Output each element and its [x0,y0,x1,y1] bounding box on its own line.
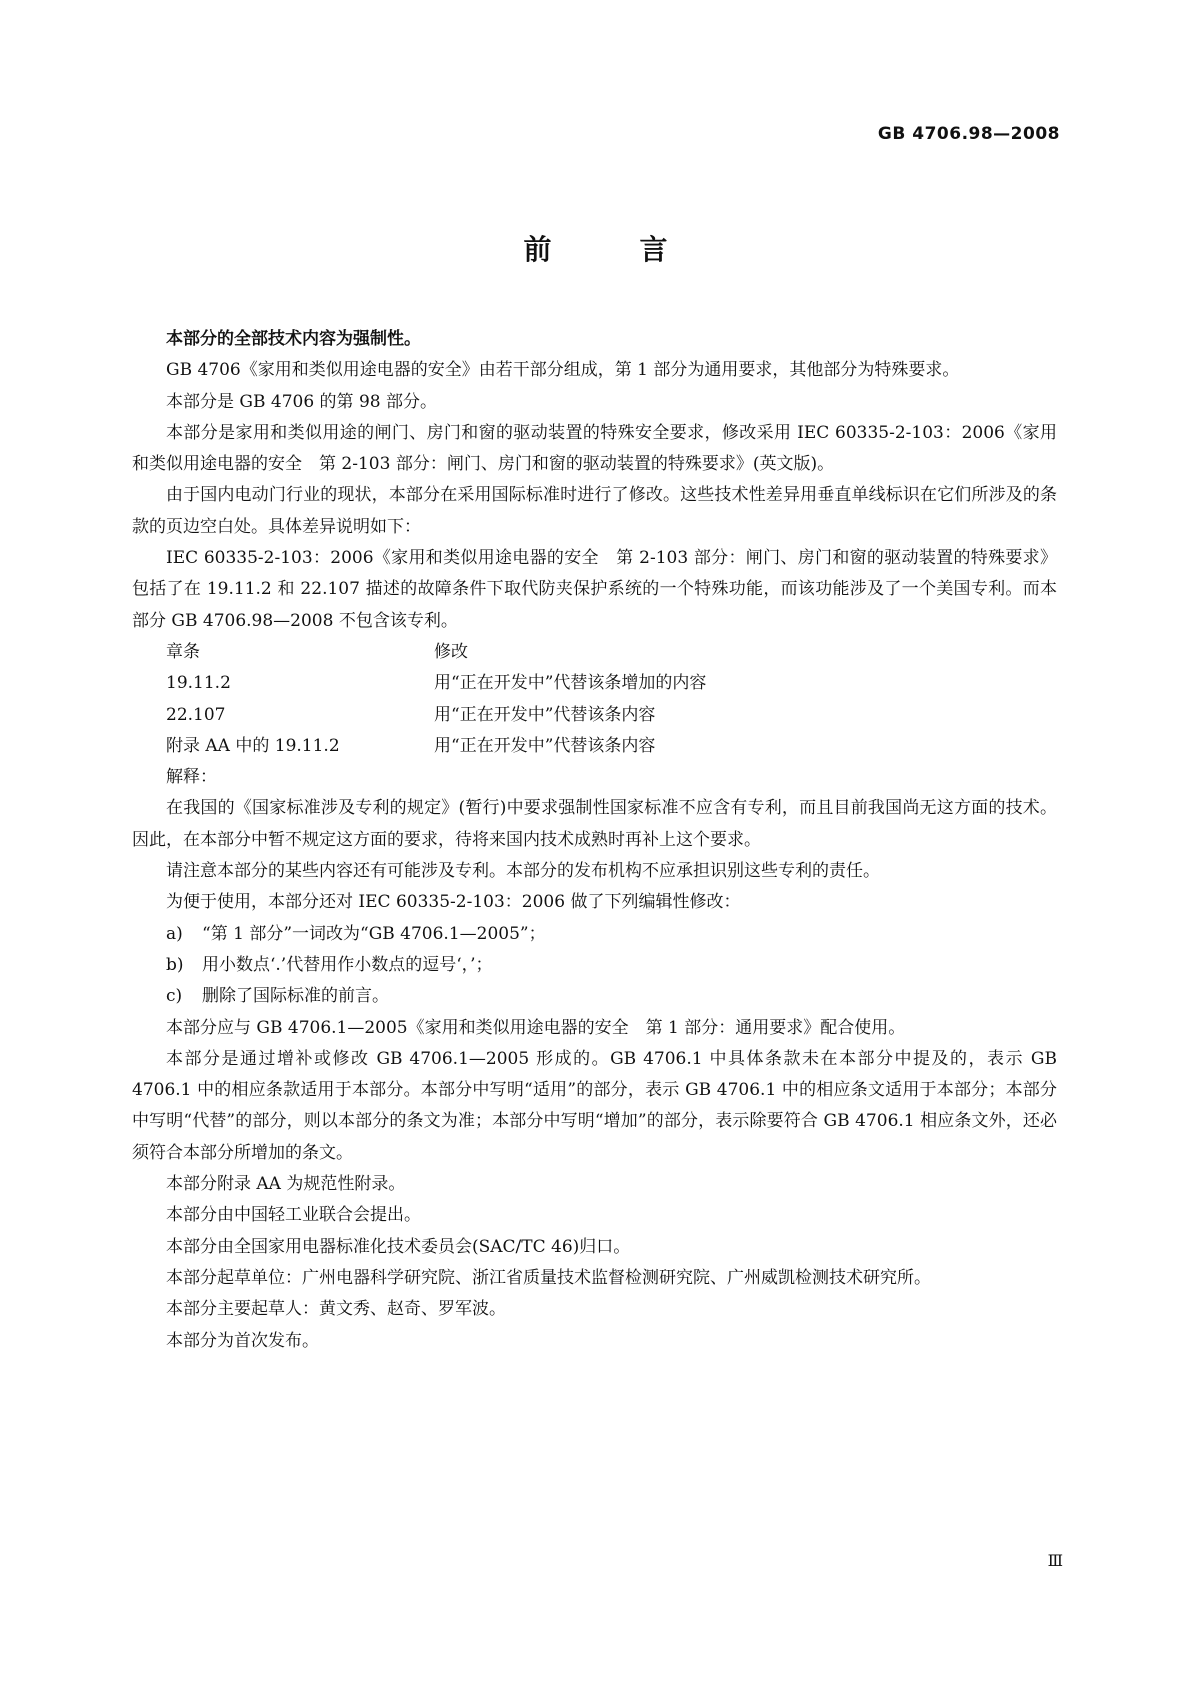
list-marker: c) [166,986,183,1007]
table-cell: 19.11.2 [166,673,231,694]
list-marker: a) [166,923,183,944]
paragraph: 本部分是通过增补或修改 GB 4706.1—2005 形成的。GB 4706.1 中具体条款未在本部分中提及的，表示 GB 4706.1 中的相应条款适用于本部分。本部分中写明“适用”的部分，表示 GB 4706.1 中的相应条文适用于本部分；本部分中写明“代替”的部分，则以本部分的条文为准；本部分中写明“增加”的部分，表示除要符合 GB 4706.1 相应条文外，还必须符合本部分所增加的条文。 [132,1048,1057,1163]
paragraph: 请注意本部分的某些内容还有可能涉及专利。本部分的发布机构不应承担识别这些专利的责任。 [166,861,880,882]
table-row [132,668,1057,699]
column-header-change: 修改 [434,641,468,662]
mandatory-statement: 本部分的全部技术内容为强制性。 [166,329,421,349]
paragraph: 本部分应与 GB 4706.1—2005《家用和类似用途电器的安全 第 1 部分：通用要求》配合使用。 [166,1017,906,1038]
list-text: 删除了国际标准的前言。 [202,986,389,1007]
list-text: 用小数点‘.’代替用作小数点的逗号‘，’； [202,954,493,975]
paragraph: 本部分为首次发布。 [166,1330,319,1351]
list-item [132,981,1057,1012]
table-row [132,700,1057,731]
document-code: GB 4706.98—2008 [877,124,1060,144]
paragraph: 本部分起草单位：广州电器科学研究院、浙江省质量技术监督检测研究院、广州威凯检测技术研究所。 [166,1267,931,1288]
paragraph: 本部分附录 AA 为规范性附录。 [166,1174,406,1195]
title-char: 言 [639,233,668,266]
list-marker: b) [166,954,184,975]
paragraph: GB 4706《家用和类似用途电器的安全》由若干部分组成，第 1 部分为通用要求，其他部分为特殊要求。 [166,360,960,381]
title-char: 前 [523,233,552,266]
paragraph: 本部分主要起草人：黄文秀、赵奇、罗军波。 [166,1299,506,1320]
table-header [132,637,1057,668]
table-cell: 用“正在开发中”代替该条内容 [434,735,656,756]
table-cell: 用“正在开发中”代替该条增加的内容 [434,673,707,694]
list-text: “第 1 部分”一词改为“GB 4706.1—2005”； [202,923,546,944]
paragraph: 在我国的《国家标准涉及专利的规定》(暂行)中要求强制性国家标准不应含有专利，而且目前我国尚无这方面的技术。因此，在本部分中暂不规定这方面的要求，待将来国内技术成熟时再补上这个要求。 [132,798,1057,850]
page-title [0,228,1191,268]
paragraph: 本部分是 GB 4706 的第 98 部分。 [166,391,437,412]
foreword-body [132,324,1057,1357]
list-item [132,919,1057,950]
page-number: Ⅲ [1047,1551,1063,1570]
paragraph: 本部分由中国轻工业联合会提出。 [166,1205,421,1226]
paragraph: 由于国内电动门行业的现状，本部分在采用国际标准时进行了修改。这些技术性差异用垂直单线标识在它们所涉及的条款的页边空白处。具体差异说明如下： [132,485,1057,537]
table-cell: 用“正在开发中”代替该条内容 [434,704,656,725]
table-cell: 附录 AA 中的 19.11.2 [166,735,340,756]
paragraph: 本部分是家用和类似用途的闸门、房门和窗的驱动装置的特殊安全要求，修改采用 IEC 60335-2-103：2006《家用和类似用途电器的安全 第 2-103 部分：闸门、房门和窗的驱动装置的特殊要求》(英文版)。 [132,422,1057,475]
paragraph: 为便于使用，本部分还对 IEC 60335-2-103：2006 做了下列编辑性修改： [166,892,741,913]
paragraph: 本部分由全国家用电器标准化技术委员会(SAC/TC 46)归口。 [166,1236,631,1257]
paragraph: IEC 60335-2-103：2006《家用和类似用途电器的安全 第 2-103 部分：闸门、房门和窗的驱动装置的特殊要求》包括了在 19.11.2 和 22.107 描述的故障条件下取代防夹保护系统的一个特殊功能，而该功能涉及了一个美国专利。而本部分 GB 4706.98—2008 不包含该专利。 [132,548,1057,631]
table-cell: 22.107 [166,704,226,725]
table-row [132,731,1057,762]
list-item [132,950,1057,981]
column-header-clause: 章条 [166,641,200,662]
explanation-label: 解释： [166,767,217,788]
